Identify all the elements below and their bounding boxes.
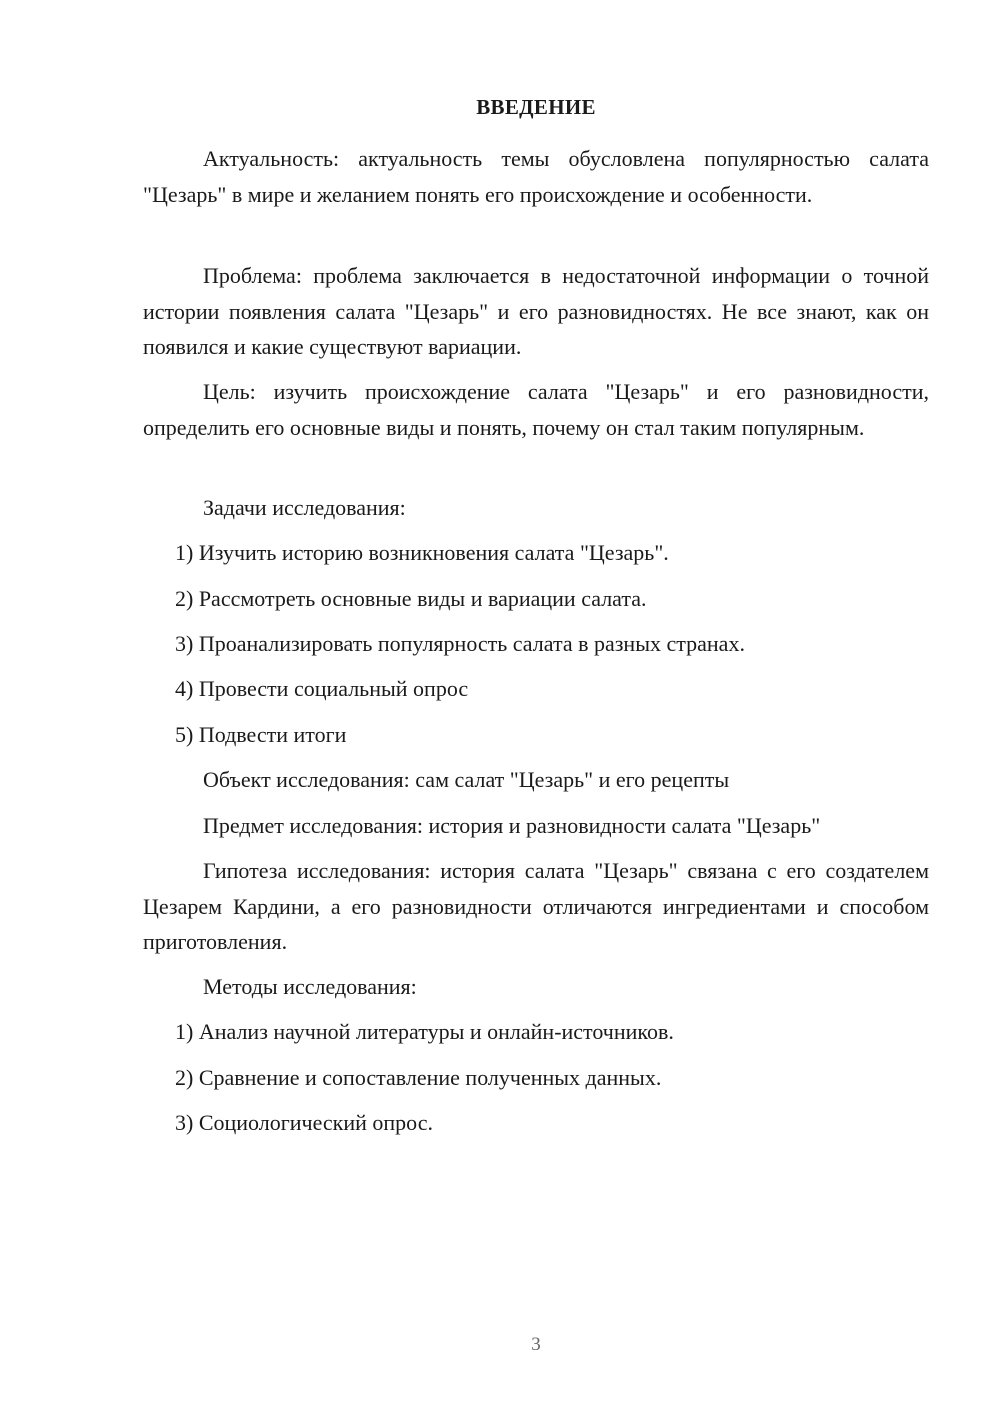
subject-line: Предмет исследования: история и разновидности салата "Цезарь" <box>203 813 821 838</box>
object-line: Объект исследования: сам салат "Цезарь" и его рецепты <box>203 767 730 792</box>
page-number: 3 <box>531 1334 541 1355</box>
problem-paragraph: Проблема: проблема заключается в недостаточной информации о точной истории появления салата "Цезарь" и его разновидностях. Не все знают, как он появился и какие существуют вариации. <box>143 263 929 359</box>
task-item: 5) Подвести итоги <box>175 722 347 747</box>
hypothesis-paragraph: Гипотеза исследования: история салата "Цезарь" связана с его создателем Цезарем Кардини, а его разновидности отличаются ингредиентами и способом приготовления. <box>143 858 929 954</box>
task-item: 1) Изучить историю возникновения салата "Цезарь". <box>175 540 669 565</box>
methods-heading: Методы исследования: <box>203 974 417 999</box>
method-item: 2) Сравнение и сопоставление полученных данных. <box>175 1065 662 1090</box>
goal-paragraph: Цель: изучить происхождение салата "Цезарь" и его разновидности, определить его основные виды и понять, почему он стал таким популярным. <box>143 379 929 440</box>
task-item: 3) Проанализировать популярность салата в разных странах. <box>175 631 745 656</box>
page-title: ВВЕДЕНИЕ <box>476 95 596 119</box>
task-item: 4) Провести социальный опрос <box>175 676 469 701</box>
task-item: 2) Рассмотреть основные виды и вариации салата. <box>175 586 647 611</box>
tasks-heading: Задачи исследования: <box>203 495 406 520</box>
method-item: 3) Социологический опрос. <box>175 1110 433 1135</box>
method-item: 1) Анализ научной литературы и онлайн-источников. <box>175 1019 674 1044</box>
relevance-paragraph: Актуальность: актуальность темы обусловлена популярностью салата "Цезарь" в мире и желанием понять его происхождение и особенности. <box>143 146 929 207</box>
